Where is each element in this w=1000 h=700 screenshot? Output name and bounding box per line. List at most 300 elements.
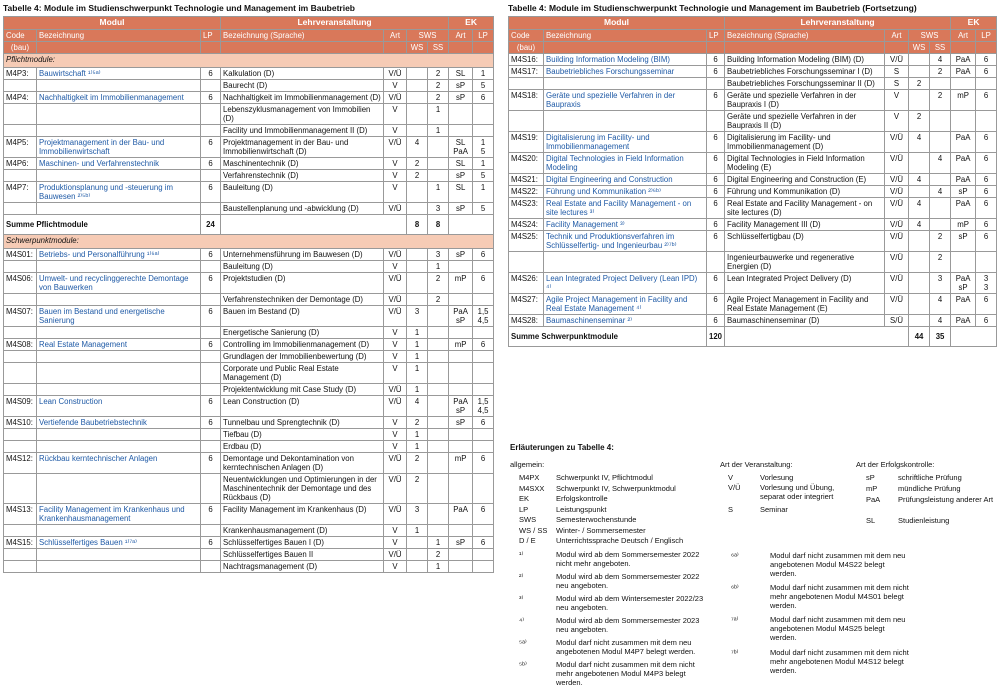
- ek-lp: [976, 252, 997, 273]
- header-sws: SWS: [407, 30, 449, 42]
- module-lp: [201, 384, 221, 396]
- course-name: Bauen im Bestand (D): [221, 306, 384, 327]
- module-name: Baumaschinenseminar ²⁾: [544, 315, 707, 327]
- ek-lp: [473, 441, 494, 453]
- legend-note-marker: ³⁾: [519, 594, 524, 603]
- ek-lp: [473, 561, 494, 573]
- legend-erfolg-text: Studienleistung: [898, 516, 950, 525]
- header-bau: (bau): [509, 42, 544, 54]
- module-code: M4S16:: [509, 54, 544, 66]
- course-art: V: [384, 158, 407, 170]
- module-name: Digital Engineering and Construction: [544, 174, 707, 186]
- module-name: Nachhaltigkeit im Immobilienmanagement: [37, 92, 201, 104]
- course-art: V: [384, 525, 407, 537]
- sws-ws: 1: [407, 327, 428, 339]
- module-code: [4, 561, 37, 573]
- legend-veranst-text: Vorlesung und Übung, separat oder integriert: [760, 483, 835, 501]
- module-name: Schlüsselfertiges Bauen ¹⁾⁷ᵃ⁾: [37, 537, 201, 549]
- ek-art: PaA: [951, 198, 976, 219]
- module-lp: [707, 78, 725, 90]
- course-art: V/Ü: [384, 384, 407, 396]
- sws-ss: [428, 327, 449, 339]
- sws-ss: [428, 158, 449, 170]
- ek-lp: 6: [976, 315, 997, 327]
- course-name: Krankenhausmanagement (D): [221, 525, 384, 537]
- module-code: M4P4:: [4, 92, 37, 104]
- module-name: [544, 252, 707, 273]
- ek-art: sP: [951, 231, 976, 252]
- legend-note-marker: ⁶ᵇ⁾: [731, 583, 739, 592]
- sws-ws: [407, 537, 428, 549]
- sws-ss: 2: [930, 66, 951, 78]
- header-sws: SWS: [909, 30, 951, 42]
- module-row: [4, 504, 494, 525]
- module-code: [509, 111, 544, 132]
- ek-art: [449, 327, 473, 339]
- module-code: [4, 203, 37, 215]
- ek-art: [449, 104, 473, 125]
- ek-lp: [473, 525, 494, 537]
- ek-art: [449, 351, 473, 363]
- legend-note-text: Modul darf nicht zusammen mit dem neu angebotenen Modul M4S22 belegt werden.: [770, 551, 906, 578]
- module-name: Digitalisierung im Facility- und Immobilienmanagement: [544, 132, 707, 153]
- module-sub-row: [4, 170, 494, 182]
- course-art: V: [384, 170, 407, 182]
- sws-ss: [428, 396, 449, 417]
- ek-art: SL PaA: [449, 137, 473, 158]
- course-art: V/Ü: [885, 252, 909, 273]
- ek-art: sP: [449, 80, 473, 92]
- ek-lp: 6: [473, 417, 494, 429]
- ek-lp: [976, 78, 997, 90]
- module-code: [4, 294, 37, 306]
- sws-ss: 1: [428, 261, 449, 273]
- course-name: Nachhaltigkeit im Immobilienmanagement (D): [221, 92, 384, 104]
- sws-ss: 2: [428, 92, 449, 104]
- legend-erfolg-text: schriftliche Prüfung: [898, 473, 962, 482]
- module-name: [37, 125, 201, 137]
- course-art: V: [384, 561, 407, 573]
- legend-abbr-text: Winter- / Sommersemester: [556, 525, 646, 535]
- module-lp: [201, 170, 221, 182]
- legend-note-text: Modul darf nicht zusammen mit dem neu angebotenen Modul M4S25 belegt werden.: [770, 615, 906, 642]
- ek-lp: 6: [976, 132, 997, 153]
- legend-art-erfolgskontrolle-label: Art der Erfolgskontrolle:: [856, 460, 935, 469]
- ek-art: PaA sP: [449, 396, 473, 417]
- course-name: Bauleitung (D): [221, 261, 384, 273]
- module-lp: [707, 252, 725, 273]
- header-row-1: [4, 17, 494, 30]
- module-sub-row: [4, 125, 494, 137]
- header-modul: Modul: [509, 17, 725, 30]
- ek-art: mP: [951, 90, 976, 111]
- ek-lp: [473, 429, 494, 441]
- module-name: Betriebs- und Personalführung ¹⁾⁶ᵃ⁾: [37, 249, 201, 261]
- ek-art: [449, 429, 473, 441]
- sws-ws: [407, 561, 428, 573]
- legend-note-marker: ⁵ᵃ⁾: [519, 638, 527, 647]
- header-row-3: [4, 42, 494, 54]
- module-code: [4, 170, 37, 182]
- ek-lp: 1,5 4,5: [473, 396, 494, 417]
- sum-pflichtmodule: [4, 215, 494, 235]
- sum-schwerpunktmodule-lp: 120: [707, 327, 725, 347]
- course-art: V/Ü: [384, 137, 407, 158]
- sws-ws: 1: [407, 525, 428, 537]
- course-name: Kalkulation (D): [221, 68, 384, 80]
- ek-lp: 1: [473, 158, 494, 170]
- sws-ss: 2: [428, 80, 449, 92]
- module-sub-row: [4, 351, 494, 363]
- legend-note-text: Modul wird ab dem Sommersemester 2022 neu angeboten.: [556, 572, 700, 590]
- module-lp: 6: [201, 68, 221, 80]
- course-name: Projektentwicklung mit Case Study (D): [221, 384, 384, 396]
- course-name: Digital Technologies in Field Information Modeling (E): [725, 153, 885, 174]
- sws-ss: 3: [428, 203, 449, 215]
- module-name: Real Estate Management: [37, 339, 201, 351]
- course-art: V: [885, 90, 909, 111]
- ek-art: PaA sP: [449, 306, 473, 327]
- module-code: [4, 327, 37, 339]
- sws-ss: [428, 429, 449, 441]
- legend-veranst-text: Seminar: [760, 505, 788, 514]
- ek-lp: 3 3: [976, 273, 997, 294]
- module-sub-row: [509, 252, 997, 273]
- legend-note-marker: ²⁾: [519, 572, 524, 581]
- course-art: S: [885, 66, 909, 78]
- ek-art: PaA: [951, 132, 976, 153]
- course-name: Ingenieurbauwerke und regenerative Energien (D): [725, 252, 885, 273]
- sws-ss: [428, 363, 449, 384]
- module-name: [544, 78, 707, 90]
- module-name: Lean Integrated Project Delivery (Lean IPD) ⁴⁾: [544, 273, 707, 294]
- module-sub-row: [4, 525, 494, 537]
- sws-ws: [909, 273, 930, 294]
- sws-ss: 1: [428, 125, 449, 137]
- module-code: M4S21:: [509, 174, 544, 186]
- ek-lp: [473, 363, 494, 384]
- course-art: V/Ü: [885, 219, 909, 231]
- ek-art: [449, 294, 473, 306]
- ek-lp: 6: [976, 174, 997, 186]
- course-art: V/Ü: [885, 273, 909, 294]
- course-art: V/Ü: [885, 231, 909, 252]
- header-row-1: [509, 17, 997, 30]
- module-code: [4, 429, 37, 441]
- ek-art: PaA: [951, 294, 976, 315]
- module-row: [509, 153, 997, 174]
- ek-art: [449, 561, 473, 573]
- module-code: M4S07:: [4, 306, 37, 327]
- ek-art: SL: [449, 158, 473, 170]
- module-code: M4S13:: [4, 504, 37, 525]
- course-name: Lebenszyklusmanagement von Immobilien (D): [221, 104, 384, 125]
- legend-abbr-text: Erfolgskontrolle: [556, 494, 608, 503]
- sws-ws: [909, 153, 930, 174]
- module-lp: [201, 261, 221, 273]
- module-name: [37, 294, 201, 306]
- course-art: V: [384, 363, 407, 384]
- module-name: Vertiefende Baubetriebstechnik: [37, 417, 201, 429]
- module-lp: 6: [201, 306, 221, 327]
- module-row: [509, 174, 997, 186]
- module-name: Agile Project Management in Facility and Real Estate Management ⁴⁾: [544, 294, 707, 315]
- ek-lp: 6: [976, 153, 997, 174]
- legend-note-text: Modul darf nicht zusammen mit dem neu angebotenen Modul M4P7 belegt werden.: [556, 638, 696, 656]
- sws-ss: 2: [930, 90, 951, 111]
- module-lp: 6: [201, 182, 221, 203]
- header-empty: [384, 42, 407, 54]
- header-empty: [707, 42, 725, 54]
- course-art: V: [384, 429, 407, 441]
- ek-art: [951, 252, 976, 273]
- module-lp: 6: [707, 186, 725, 198]
- ek-lp: 5: [473, 170, 494, 182]
- module-code: M4S20:: [509, 153, 544, 174]
- legend-veranst-abbr: V/Ü: [728, 483, 741, 492]
- ek-art: mP: [449, 273, 473, 294]
- sws-ss: 4: [930, 315, 951, 327]
- ek-art: PaA: [951, 54, 976, 66]
- sws-ss: [428, 417, 449, 429]
- section-schwerpunktmodule-label: Schwerpunktmodule:: [4, 235, 494, 249]
- module-lp: [201, 203, 221, 215]
- sws-ss: 3: [428, 249, 449, 261]
- sws-ss: 4: [930, 294, 951, 315]
- sws-ss: [428, 339, 449, 351]
- ek-lp: [473, 384, 494, 396]
- module-sub-row: [4, 441, 494, 453]
- module-lp: 6: [707, 219, 725, 231]
- module-code: [4, 474, 37, 504]
- module-name: Technik und Produktionsverfahren im Schlüsselfertig- und Ingenieurbau ²⁾⁷ᵇ⁾: [544, 231, 707, 252]
- module-lp: 6: [201, 537, 221, 549]
- module-row: [4, 92, 494, 104]
- sws-ws: 4: [407, 396, 428, 417]
- ek-art: sP: [449, 249, 473, 261]
- course-name: Tunnelbau und Sprengtechnik (D): [221, 417, 384, 429]
- sws-ws: 2: [407, 170, 428, 182]
- module-lp: [201, 429, 221, 441]
- module-lp: 6: [201, 273, 221, 294]
- ek-art: [449, 549, 473, 561]
- course-art: V: [384, 261, 407, 273]
- sws-ws: [407, 549, 428, 561]
- sws-ws: 3: [407, 504, 428, 525]
- legend-abbr-text: Schwerpunkt IV, Pflichtmodul: [556, 473, 653, 482]
- module-row: [4, 453, 494, 474]
- sws-ws: [407, 182, 428, 203]
- module-code: [4, 363, 37, 384]
- legend-erfolg-text: Prüfungsleistung anderer Art: [898, 495, 994, 504]
- header-ek-lp: LP: [976, 30, 997, 42]
- sws-ss: 4: [930, 54, 951, 66]
- ek-art: [951, 111, 976, 132]
- sws-ss: [428, 351, 449, 363]
- module-code: M4S08:: [4, 339, 37, 351]
- sws-ss: [428, 306, 449, 327]
- module-lp: 6: [707, 54, 725, 66]
- module-code: M4S12:: [4, 453, 37, 474]
- legend-abbr: M4PX: [519, 473, 540, 482]
- ek-lp: 6: [473, 249, 494, 261]
- legend-abbr: EK: [519, 494, 530, 503]
- sws-ws: 2: [407, 417, 428, 429]
- module-sub-row: [509, 111, 997, 132]
- course-art: V: [384, 80, 407, 92]
- course-art: V: [384, 537, 407, 549]
- module-lp: [201, 474, 221, 504]
- sws-ws: [407, 203, 428, 215]
- course-name: Führung und Kommunikation (D): [725, 186, 885, 198]
- module-name: Facility Management ³⁾: [544, 219, 707, 231]
- header-empty: [221, 42, 384, 54]
- sum-schwerpunktmodule-ss: 35: [930, 327, 951, 347]
- sws-ss: [428, 474, 449, 504]
- course-art: V/Ü: [885, 186, 909, 198]
- course-name: Lean Integrated Project Delivery (D): [725, 273, 885, 294]
- ek-lp: [473, 474, 494, 504]
- legend-art-veranstaltung-label: Art der Veranstaltung:: [720, 460, 793, 469]
- course-art: V/Ü: [384, 549, 407, 561]
- ek-art: PaA: [951, 153, 976, 174]
- ek-art: sP: [449, 537, 473, 549]
- sws-ws: 1: [407, 441, 428, 453]
- header-ss: SS: [930, 42, 951, 54]
- module-row: [4, 182, 494, 203]
- sws-ws: [909, 186, 930, 198]
- course-name: Projektmanagement in der Bau- und Immobilienwirtschaft (D): [221, 137, 384, 158]
- legend-note-text: Modul darf nicht zusammen mit dem nicht mehr angebotenen Modul M4S12 belegt werden.: [770, 648, 909, 675]
- module-lp: [201, 549, 221, 561]
- header-empty: [976, 42, 997, 54]
- module-code: [4, 549, 37, 561]
- course-name: Maschinentechnik (D): [221, 158, 384, 170]
- ek-lp: 6: [976, 90, 997, 111]
- module-lp: 6: [707, 132, 725, 153]
- course-name: Tiefbau (D): [221, 429, 384, 441]
- ek-art: [449, 261, 473, 273]
- sum-pflichtmodule-ek-empty: [449, 215, 494, 235]
- module-row: [4, 273, 494, 294]
- course-art: V: [384, 417, 407, 429]
- header-empty: [725, 42, 885, 54]
- module-name: Facility Management im Krankenhaus und Krankenhausmanagement: [37, 504, 201, 525]
- course-name: Corporate und Public Real Estate Management (D): [221, 363, 384, 384]
- module-name: [37, 203, 201, 215]
- ek-lp: 6: [976, 54, 997, 66]
- sws-ws: 1: [407, 429, 428, 441]
- module-name: Führung und Kommunikation ²⁾⁶ᵇ⁾: [544, 186, 707, 198]
- course-name: Baurecht (D): [221, 80, 384, 92]
- header-modul: Modul: [4, 17, 221, 30]
- legend-abbr: SWS: [519, 515, 537, 524]
- module-row: [4, 306, 494, 327]
- module-name: Rückbau kerntechnischer Anlagen: [37, 453, 201, 474]
- ek-lp: 6: [473, 453, 494, 474]
- header-bezeichnung-sprache: Bezeichnung (Sprache): [725, 30, 885, 42]
- sws-ss: 1: [428, 561, 449, 573]
- course-name: Building Information Modeling (BIM) (D): [725, 54, 885, 66]
- module-sub-row: [509, 78, 997, 90]
- module-row: [4, 68, 494, 80]
- sws-ws: [407, 125, 428, 137]
- sws-ss: [930, 219, 951, 231]
- sws-ss: 2: [930, 252, 951, 273]
- module-lp: [201, 561, 221, 573]
- ek-art: [449, 384, 473, 396]
- header-ek-art: Art: [951, 30, 976, 42]
- module-row: [4, 137, 494, 158]
- sum-pflichtmodule-ss: 8: [428, 215, 449, 235]
- course-art: V/Ü: [885, 153, 909, 174]
- module-lp: 6: [707, 66, 725, 78]
- module-code: M4S27:: [509, 294, 544, 315]
- sws-ss: 4: [930, 186, 951, 198]
- course-name: Bauleitung (D): [221, 182, 384, 203]
- module-row: [509, 90, 997, 111]
- module-code: [509, 78, 544, 90]
- sws-ws: [909, 294, 930, 315]
- ek-art: [449, 125, 473, 137]
- module-code: [4, 351, 37, 363]
- course-art: V: [384, 327, 407, 339]
- header-code: Code: [509, 30, 544, 42]
- sws-ss: [428, 453, 449, 474]
- module-name: Geräte und spezielle Verfahren in der Baupraxis: [544, 90, 707, 111]
- header-lehrveranstaltung: Lehrveranstaltung: [725, 17, 951, 30]
- header-ws: WS: [407, 42, 428, 54]
- sws-ss: [930, 111, 951, 132]
- module-lp: [201, 363, 221, 384]
- ek-art: mP: [951, 219, 976, 231]
- ek-lp: [473, 125, 494, 137]
- module-row: [4, 537, 494, 549]
- module-lp: [201, 125, 221, 137]
- ek-lp: 6: [976, 219, 997, 231]
- course-name: Grundlagen der Immobilienbewertung (D): [221, 351, 384, 363]
- sws-ws: [909, 54, 930, 66]
- module-name: Bauwirtschaft ¹⁾⁵ᵃ⁾: [37, 68, 201, 80]
- module-lp: [201, 351, 221, 363]
- ek-art: sP: [449, 170, 473, 182]
- legend-note-marker: ⁶ᵃ⁾: [731, 551, 739, 560]
- module-name: Lean Construction: [37, 396, 201, 417]
- module-code: [4, 104, 37, 125]
- module-code: M4S09:: [4, 396, 37, 417]
- module-name: [37, 80, 201, 92]
- module-name: [37, 363, 201, 384]
- legend-erfolg-abbr: sP: [866, 473, 875, 482]
- module-lp: 6: [707, 90, 725, 111]
- course-art: V/Ü: [384, 203, 407, 215]
- legend-abbr-text: Schwerpunkt IV, Schwerpunktmodul: [556, 483, 676, 493]
- module-code: M4S10:: [4, 417, 37, 429]
- ek-art: PaA: [951, 66, 976, 78]
- module-sub-row: [4, 384, 494, 396]
- course-name: Lean Construction (D): [221, 396, 384, 417]
- legend-erfolg-abbr: mP: [866, 484, 878, 493]
- sws-ss: 4: [930, 153, 951, 174]
- section-pflichtmodule-label: Pflichtmodule:: [4, 54, 494, 68]
- legend-abbr: M4SXX: [519, 483, 545, 493]
- sws-ws: [909, 90, 930, 111]
- module-name: [37, 261, 201, 273]
- header-ek: EK: [449, 17, 494, 30]
- ek-art: mP: [449, 453, 473, 474]
- module-code: M4S26:: [509, 273, 544, 294]
- module-name: Produktionsplanung und -steuerung im Bauwesen ²⁾⁵ᵇ⁾: [37, 182, 201, 203]
